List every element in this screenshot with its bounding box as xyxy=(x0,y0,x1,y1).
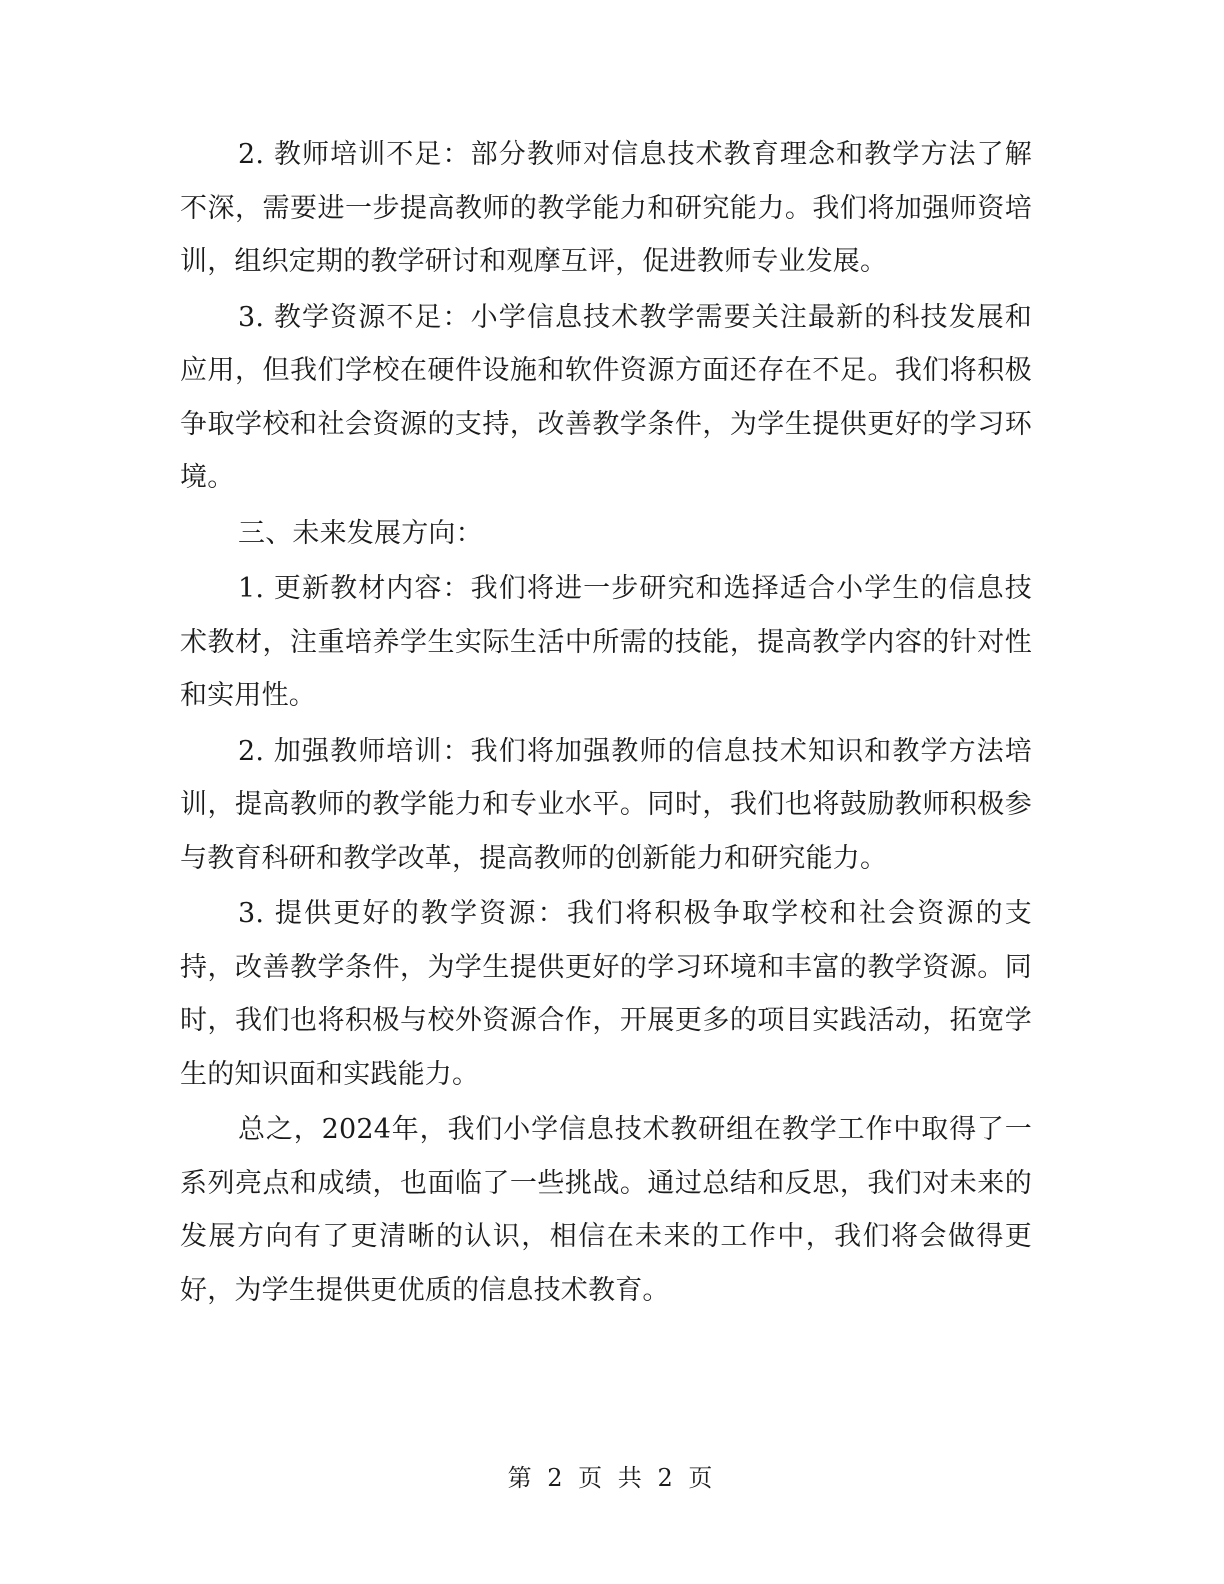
paragraph-update-materials: 1. 更新教材内容：我们将进一步研究和选择适合小学生的信息技术教材，注重培养学生实际生活中所需的技能，提高教学内容的针对性和实用性。 xyxy=(180,573,1032,711)
document-body xyxy=(180,128,1032,1319)
paragraph-teaching-resources-shortage: 3. 教学资源不足：小学信息技术教学需要关注最新的科技发展和应用，但我们学校在硬件设施和软件资源方面还存在不足。我们将积极争取学校和社会资源的支持，改善教学条件，为学生提供更好的学习环境。 xyxy=(180,301,1032,493)
paragraph-strengthen-training: 2. 加强教师培训：我们将加强教师的信息技术知识和教学方法培训，提高教师的教学能力和专业水平。同时，我们也将鼓励教师积极参与教育科研和教学改革，提高教师的创新能力和研究能力。 xyxy=(180,735,1032,874)
section-heading-future-direction: 三、未来发展方向： xyxy=(238,517,483,549)
paragraph-conclusion: 总之，2024年，我们小学信息技术教研组在教学工作中取得了一系列亮点和成绩，也面临了一些挑战。通过总结和反思，我们对未来的发展方向有了更清晰的认识，相信在未来的工作中，我们将会做得更好，为学生提供更优质的信息技术教育。 xyxy=(180,1114,1032,1306)
paragraph-teacher-training-shortage: 2. 教师培训不足：部分教师对信息技术教育理念和教学方法了解不深，需要进一步提高教师的教学能力和研究能力。我们将加强师资培训，组织定期的教学研讨和观摩互评，促进教师专业发展。 xyxy=(180,139,1032,277)
page-number-footer: 第 2 页 共 2 页 xyxy=(507,1464,717,1492)
paragraph-better-resources: 3. 提供更好的教学资源：我们将积极争取学校和社会资源的支持，改善教学条件，为学生提供更好的学习环境和丰富的教学资源。同时，我们也将积极与校外资源合作，开展更多的项目实践活动，拓宽学生的知识面和实践能力。 xyxy=(180,898,1032,1090)
